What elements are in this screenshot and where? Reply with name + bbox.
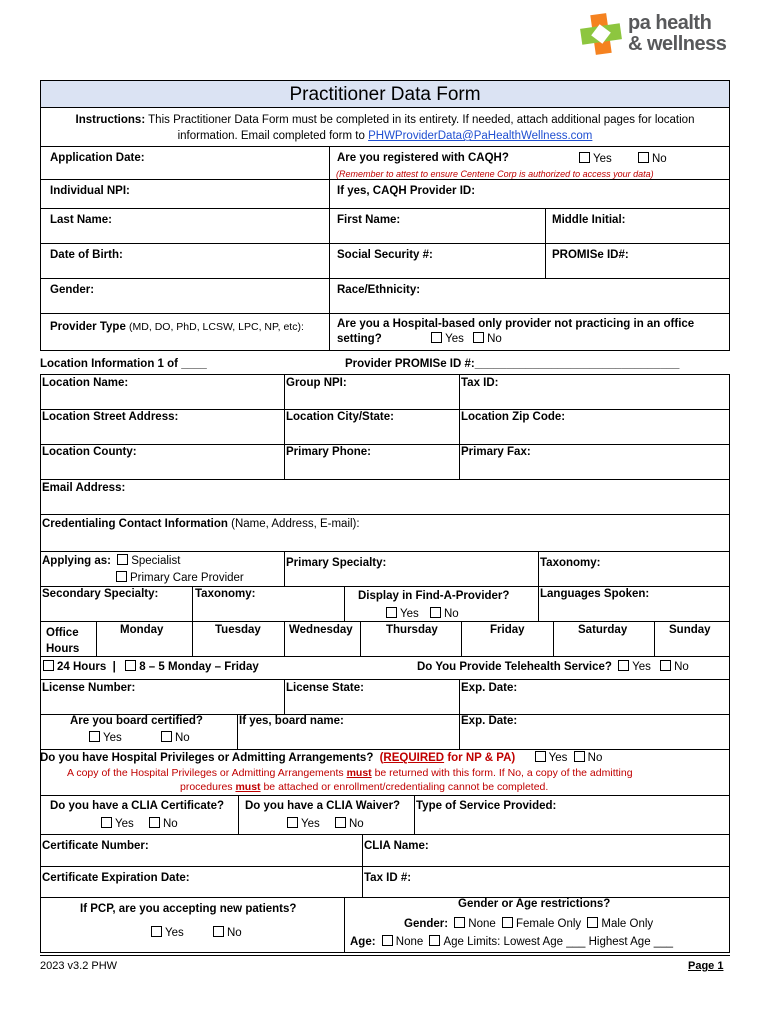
first-name-label: First Name: xyxy=(337,214,401,226)
tax-id-num-cell[interactable] xyxy=(362,866,730,898)
caqh-question: Are you registered with CAQH? xyxy=(337,152,509,164)
day-tuesday: Tuesday xyxy=(215,624,261,636)
office-hours-label: Office Hours xyxy=(46,627,80,655)
tax-id-cell[interactable] xyxy=(459,374,730,410)
secondary-specialty-label: Secondary Specialty: xyxy=(42,588,159,600)
checkbox-icon[interactable] xyxy=(149,817,160,828)
board-certified-question: Are you board certified? xyxy=(70,715,203,727)
plus-logo-icon xyxy=(578,12,624,56)
email-link[interactable]: PHWProviderData@PaHealthWellness.com xyxy=(368,130,593,142)
checkbox-icon[interactable] xyxy=(618,660,629,671)
day-sunday: Sunday xyxy=(669,624,711,636)
email-address-cell[interactable] xyxy=(40,479,730,515)
day-wednesday: Wednesday xyxy=(289,624,353,636)
checkbox-icon[interactable] xyxy=(473,332,484,343)
checkbox-icon[interactable] xyxy=(579,152,590,163)
gender-label: Gender: xyxy=(50,284,95,296)
privileges-note-line1: A copy of the Hospital Privileges or Admitting Arrangements must be returned with this form. If No, a copy of the admitting xyxy=(67,767,633,779)
zip-label: Location Zip Code: xyxy=(461,411,566,423)
dob-label: Date of Birth: xyxy=(50,249,123,261)
cred-contact-label: Credentialing Contact Information (Name, Address, E-mail): xyxy=(42,518,360,530)
checkbox-icon[interactable] xyxy=(43,660,54,671)
checkbox-icon[interactable] xyxy=(535,751,546,762)
board-exp-label: Exp. Date: xyxy=(461,715,518,727)
middle-initial-label: Middle Initial: xyxy=(552,214,626,226)
checkbox-icon[interactable] xyxy=(660,660,671,671)
checkbox-icon[interactable] xyxy=(101,817,112,828)
hours-options: 24 Hours | 8 – 5 Monday – Friday xyxy=(40,660,259,673)
hospital-based-options: setting? Yes No xyxy=(337,333,502,345)
type-service-label: Type of Service Provided: xyxy=(416,800,557,812)
day-thursday: Thursday xyxy=(386,624,438,636)
primary-phone-label: Primary Phone: xyxy=(286,446,371,458)
checkbox-icon[interactable] xyxy=(430,607,441,618)
tax-id-label: Tax ID: xyxy=(461,377,499,389)
cert-number-label: Certificate Number: xyxy=(42,840,149,852)
checkbox-icon[interactable] xyxy=(454,917,465,928)
caqh-note: (Remember to attest to ensure Centene Corp is authorized to access your data) xyxy=(336,169,654,179)
logo xyxy=(578,12,748,56)
checkbox-icon[interactable] xyxy=(502,917,513,928)
footer-page: Page 1 xyxy=(688,960,724,972)
last-name-label: Last Name: xyxy=(50,214,112,226)
checkbox-icon[interactable] xyxy=(335,817,346,828)
checkbox-icon[interactable] xyxy=(587,917,598,928)
checkbox-icon[interactable] xyxy=(89,731,100,742)
day-monday: Monday xyxy=(120,624,164,636)
city-state-label: Location City/State: xyxy=(286,411,394,423)
checkbox-icon[interactable] xyxy=(382,935,393,946)
instructions xyxy=(41,108,729,144)
board-certified-options: Yes No xyxy=(86,731,190,744)
email-address-label: Email Address: xyxy=(42,482,126,494)
restrictions-question: Gender or Age restrictions? xyxy=(458,898,611,910)
checkbox-icon[interactable] xyxy=(429,935,440,946)
checkbox-icon[interactable] xyxy=(386,607,397,618)
license-state-label: License State: xyxy=(286,682,364,694)
footer-rule xyxy=(40,955,730,956)
caqh-no-option[interactable]: No xyxy=(635,152,667,165)
checkbox-icon[interactable] xyxy=(116,571,127,582)
race-label: Race/Ethnicity: xyxy=(337,284,421,296)
hospital-based-question: Are you a Hospital-based only provider not practicing in an office xyxy=(337,318,695,330)
hospital-privileges-question: Do you have Hospital Privileges or Admitting Arrangements? (REQUIRED for NP & PA) Yes No xyxy=(40,752,603,764)
location-name-label: Location Name: xyxy=(42,377,129,389)
checkbox-icon[interactable] xyxy=(213,926,224,937)
checkbox-icon[interactable] xyxy=(431,332,442,343)
display-fap-label: Display in Find-A-Provider? xyxy=(358,590,510,602)
provider-promise-id: Provider PROMISe ID #:________________________________ xyxy=(345,358,680,370)
accepting-question: If PCP, are you accepting new patients? xyxy=(80,903,297,915)
age-restriction: Age: None Age Limits: Lowest Age ___ Highest Age ___ xyxy=(350,936,673,948)
application-date-label: Application Date: xyxy=(50,152,145,164)
logo-text-line1: pa health xyxy=(628,12,712,34)
checkbox-icon[interactable] xyxy=(117,554,128,565)
checkbox-icon[interactable] xyxy=(287,817,298,828)
day-saturday: Saturday xyxy=(578,624,628,636)
checkbox-icon[interactable] xyxy=(574,751,585,762)
checkbox-icon[interactable] xyxy=(638,152,649,163)
applying-as: Applying as: Specialist xyxy=(42,555,181,567)
provider-type-label: Provider Type (MD, DO, PhD, LCSW, LPC, NP, etc): xyxy=(50,321,304,333)
instructions-label: Instructions: xyxy=(75,114,146,126)
languages-label: Languages Spoken: xyxy=(540,588,650,600)
instructions-text1: This Practitioner Data Form must be completed in its entirety. If needed, attach additional pages for location xyxy=(148,114,695,126)
logo-text-line2: & wellness xyxy=(628,33,727,55)
clia-cert-options: Yes No xyxy=(98,817,178,830)
clia-waiver-question: Do you have a CLIA Waiver? xyxy=(245,800,401,812)
checkbox-icon[interactable] xyxy=(125,660,136,671)
footer-version: 2023 v3.2 PHW xyxy=(40,960,118,972)
caqh-yes-option[interactable]: Yes xyxy=(576,152,612,165)
telehealth-question: Do You Provide Telehealth Service? Yes No xyxy=(417,661,689,673)
title-bar xyxy=(40,80,730,108)
instructions-box xyxy=(40,107,730,147)
checkbox-icon[interactable] xyxy=(151,926,162,937)
accepting-options: Yes No xyxy=(148,926,242,939)
ssn-label: Social Security #: xyxy=(337,249,433,261)
cert-exp-label: Certificate Expiration Date: xyxy=(42,872,190,884)
display-fap-options: Yes No xyxy=(383,607,459,620)
group-npi-label: Group NPI: xyxy=(286,377,347,389)
clia-name-label: CLIA Name: xyxy=(364,840,429,852)
gender-restriction: Gender: None Female Only Male Only xyxy=(404,918,654,930)
county-label: Location County: xyxy=(42,446,137,458)
instructions-text2: information. Email completed form to xyxy=(177,130,365,142)
promise-id-label: PROMISe ID#: xyxy=(552,249,629,261)
board-name-label: If yes, board name: xyxy=(239,715,344,727)
form-title: Practitioner Data Form xyxy=(289,84,481,105)
location-info-header: Location Information 1 of ____ xyxy=(40,358,207,370)
license-number-label: License Number: xyxy=(42,682,136,694)
pcp-option: Primary Care Provider xyxy=(113,571,244,584)
primary-specialty-label: Primary Specialty: xyxy=(286,557,387,569)
clia-cert-question: Do you have a CLIA Certificate? xyxy=(50,800,225,812)
taxonomy-label-1: Taxonomy: xyxy=(540,557,601,569)
checkbox-icon[interactable] xyxy=(161,731,172,742)
license-exp-label: Exp. Date: xyxy=(461,682,518,694)
primary-fax-label: Primary Fax: xyxy=(461,446,531,458)
individual-npi-label: Individual NPI: xyxy=(50,185,130,197)
day-friday: Friday xyxy=(490,624,525,636)
street-label: Location Street Address: xyxy=(42,411,179,423)
privileges-note-line2: procedures must be attached or enrollment/credentialing cannot be completed. xyxy=(180,781,549,793)
caqh-id-label: If yes, CAQH Provider ID: xyxy=(337,185,476,197)
taxonomy-label-2: Taxonomy: xyxy=(195,588,256,600)
tax-id-num-label: Tax ID #: xyxy=(364,872,412,884)
clia-waiver-options: Yes No xyxy=(284,817,364,830)
